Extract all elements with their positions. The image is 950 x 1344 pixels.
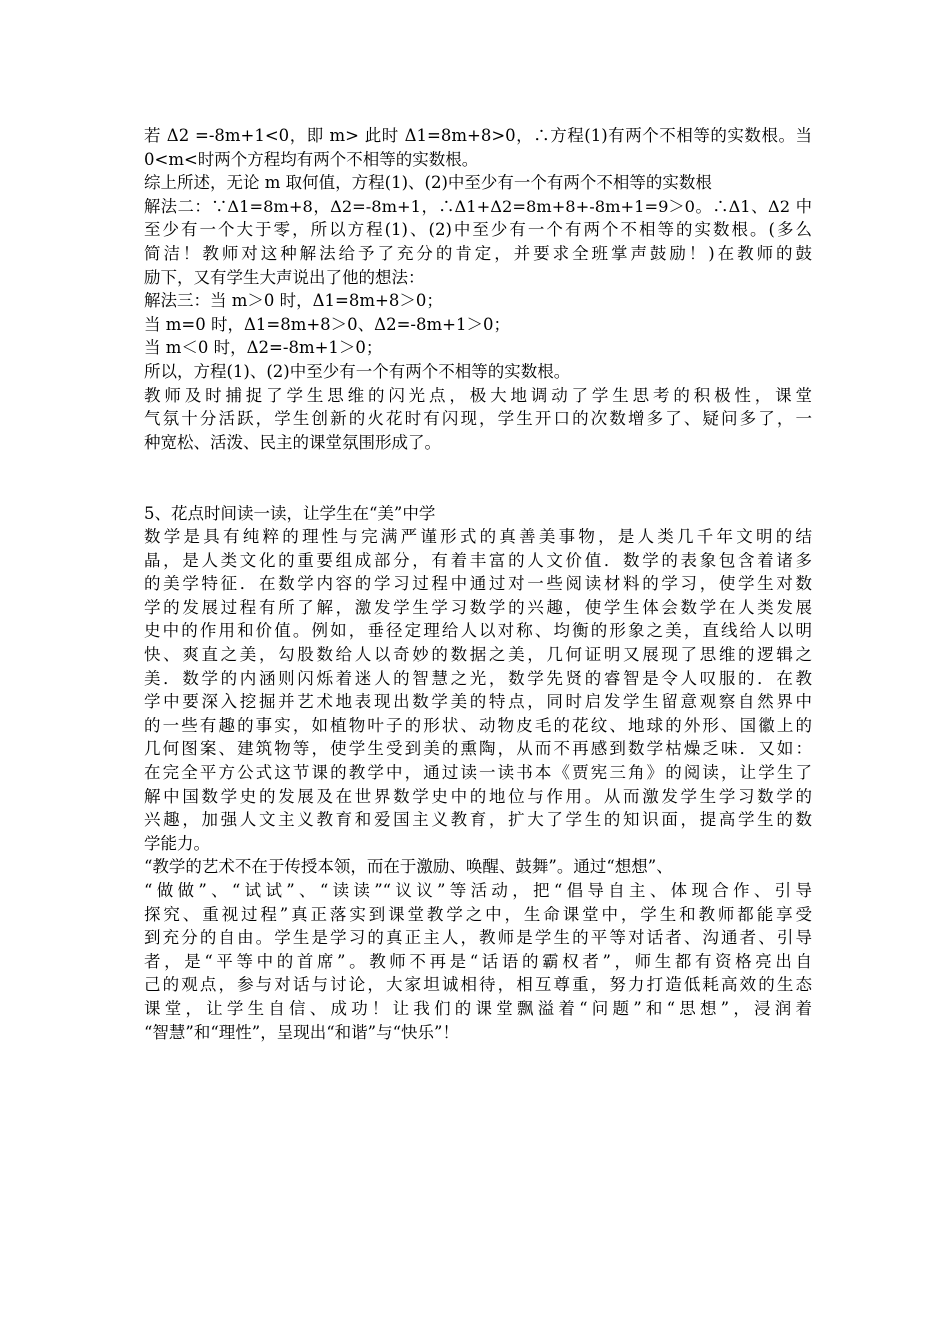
text-line: 综上所述，无论 m 取何值，方程(1)、(2)中至少有一个有两个不相等的实数根 — [144, 173, 712, 193]
text-line: 所以，方程(1)、(2)中至少有一个有两个不相等的实数根。 — [144, 361, 571, 381]
text-line: 己的观点，参与对话与讨论，大家坦诚相待，相互尊重，努力打造低耗高效的生态 — [144, 975, 812, 995]
text-line: 当 m=0 时，Δ1=8m+8＞0、Δ2=-8m+1＞0； — [144, 314, 510, 334]
text-line: 学能力。 — [144, 833, 210, 853]
text-line: 至少有一个大于零，所以方程(1)、(2)中至少有一个有两个不相等的实数根。(多么 — [144, 220, 812, 240]
text-line: 的一些有趣的事实，如植物叶子的形状、动物皮毛的花纹、地球的外形、国徽上的 — [144, 715, 812, 735]
text-line: 晶，是人类文化的重要组成部分，有着丰富的人文价值．数学的表象包含着诸多 — [144, 550, 812, 570]
text-line: 0<m<时两个方程均有两个不相等的实数根。 — [144, 149, 479, 169]
text-line: 解中国数学史的发展及在世界数学史中的地位与作用。从而激发学生学习数学的 — [144, 786, 812, 806]
text-line: 教师及时捕捉了学生思维的闪光点，极大地调动了学生思考的积极性，课堂 — [144, 385, 812, 405]
text-line: 学中要深入挖掘并艺术地表现出数学美的特点，同时启发学生留意观察自然界中 — [144, 692, 812, 712]
paragraph-spacer — [144, 454, 812, 501]
text-line: 种宽松、活泼、民主的课堂氛围形成了。 — [144, 432, 441, 452]
text-line: 美．数学的内涵则闪烁着迷人的智慧之光，数学先贤的睿智是令人叹服的．在教 — [144, 668, 812, 688]
text-line: “教学的艺术不在于传授本领，而在于激励、唤醒、鼓舞”。通过“想想”、 — [144, 857, 673, 877]
text-line: 当 m＜0 时，Δ2=-8m+1＞0； — [144, 338, 383, 358]
text-line: 学的发展过程有所了解，激发学生学习数学的兴趣，使学生体会数学在人类发展 — [144, 597, 812, 617]
text-line: 兴趣，加强人文主义教育和爱国主义教育，扩大了学生的知识面，提高学生的数 — [144, 810, 812, 830]
text-line: 探究、重视过程”真正落实到课堂教学之中，生命课堂中，学生和教师都能享受 — [144, 904, 812, 924]
text-line: 若 Δ2 =-8m+1<0，即 m> 此时 Δ1=8m+8>0，∴方程(1)有两个不相等的实数根。当 — [144, 126, 812, 145]
text-line: 者，是“平等中的首席”。教师不再是“话语的霸权者”，师生都有资格亮出自 — [144, 951, 812, 971]
text-line: 5、花点时间读一读，让学生在“美”中学 — [144, 503, 436, 523]
text-line: 在完全平方公式这节课的教学中，通过读一读书本《贾宪三角》的阅读，让学生了 — [144, 763, 812, 783]
text-line: 课堂，让学生自信、成功！让我们的课堂飘溢着“问题”和“思想”，浸润着 — [144, 998, 812, 1018]
text-line: 快、爽直之美，勾股数给人以奇妙的数据之美，几何证明又展现了思维的逻辑之 — [144, 645, 812, 665]
text-line: 史中的作用和价值。例如，垂径定理给人以对称、均衡的形象之美，直线给人以明 — [144, 621, 812, 641]
text-line: 几何图案、建筑物等，使学生受到美的熏陶，从而不再感到数学枯燥乏味．又如： — [144, 739, 812, 759]
text-line: 励下，又有学生大声说出了他的想法： — [144, 267, 425, 287]
text-line: 到充分的自由。学生是学习的真正主人，教师是学生的平等对话者、沟通者、引导 — [144, 928, 812, 948]
text-line: “智慧”和“理性”，呈现出“和谐”与“快乐”！ — [144, 1022, 459, 1042]
document-body — [144, 124, 812, 1044]
text-line: 数学是具有纯粹的理性与完满严谨形式的真善美事物，是人类几千年文明的结 — [144, 527, 812, 547]
text-line: 解法二：∵Δ1=8m+8，Δ2=-8m+1，∴Δ1+Δ2=8m+8+-8m+1=9＞0。∴Δ1、Δ2 中 — [144, 196, 812, 216]
text-line: 的美学特征．在数学内容的学习过程中通过对一些阅读材料的学习，使学生对数 — [144, 574, 812, 594]
text-line: 简洁！教师对这种解法给予了充分的肯定，并要求全班掌声鼓励！)在教师的鼓 — [144, 243, 812, 263]
text-line: 解法三：当 m＞0 时，Δ1=8m+8＞0； — [144, 291, 443, 311]
text-line: “做做”、“试试”、“读读”“议议”等活动，把“倡导自主、体现合作、引导 — [144, 881, 812, 900]
text-line: 气氛十分活跃，学生创新的火花时有闪现，学生开口的次数增多了、疑问多了，一 — [144, 409, 812, 429]
